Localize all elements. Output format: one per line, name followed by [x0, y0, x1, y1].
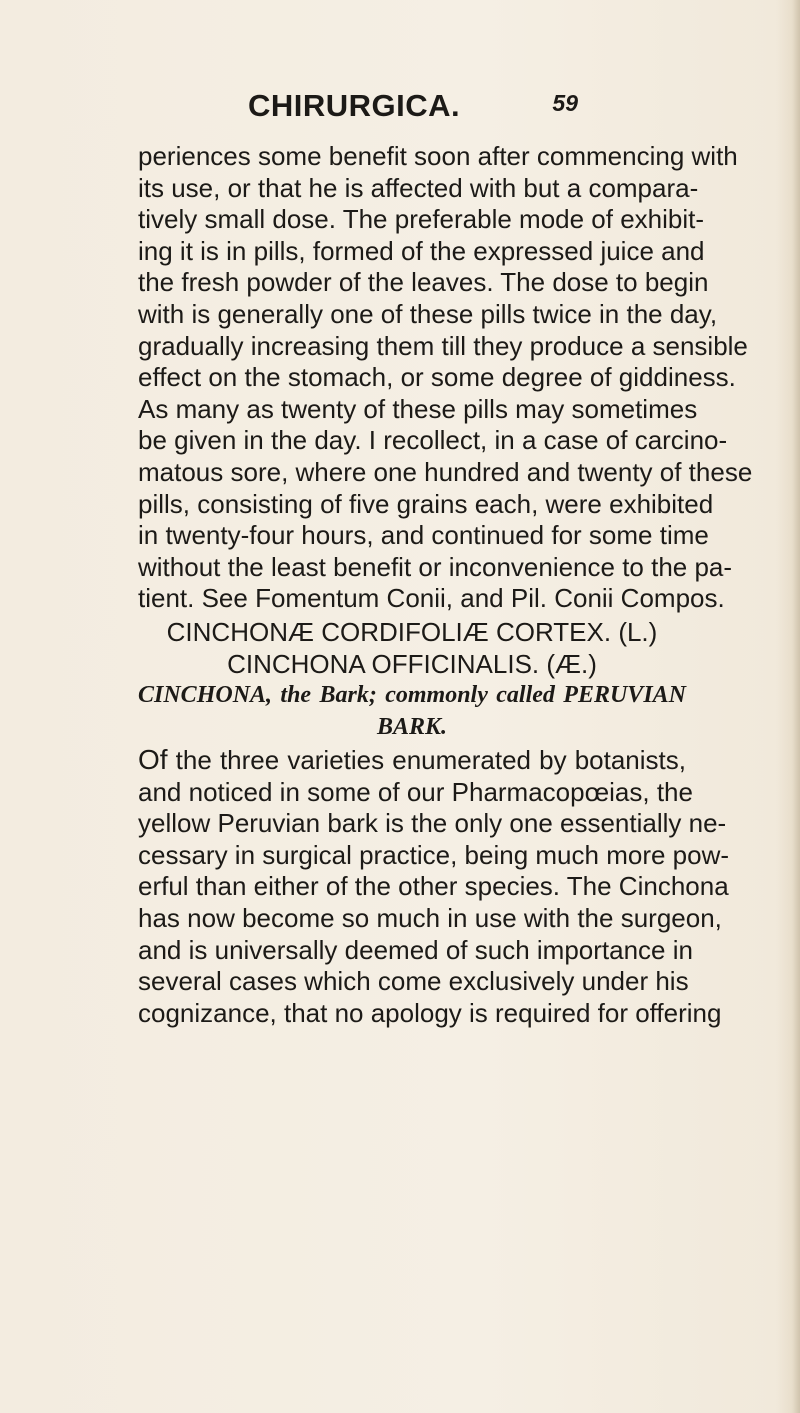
- paragraph-hemlock: [138, 141, 753, 615]
- page-header: [248, 88, 578, 128]
- drop-cap: Of: [138, 744, 168, 775]
- text-line: ing it is in pills, formed of the expressed juice and: [138, 235, 705, 266]
- page-number: 59: [552, 90, 578, 116]
- text-line: without the least benefit or inconvenience to the pa-: [138, 551, 733, 582]
- section-heading: [138, 617, 686, 743]
- text-line: matous sore, where one hundred and twenty of these: [138, 456, 753, 487]
- paragraph-body: [138, 744, 730, 1029]
- text-line: be given in the day. I recollect, in a case of carcino-: [138, 425, 728, 456]
- heading-line-edinburgh: CINCHONA OFFICINALIS. (Æ.): [227, 648, 597, 679]
- text-line: with is generally one of these pills twice in the day,: [138, 298, 718, 329]
- text-line: and noticed in some of our Pharmacopœias, the: [138, 776, 693, 807]
- heading-line-common-name: CINCHONA, the Bark; commonly called PERUVIAN: [138, 682, 686, 709]
- running-title: CHIRURGICA.: [248, 88, 461, 123]
- paragraph-body: [138, 141, 753, 615]
- text-line: effect on the stomach, or some degree of giddiness.: [138, 362, 736, 393]
- text-line: tively small dose. The preferable mode of exhibit-: [138, 204, 705, 235]
- text-line: pills, consisting of five grains each, were exhibited: [138, 488, 714, 519]
- text-line: As many as twenty of these pills may sometimes: [138, 393, 698, 424]
- text-line: the fresh powder of the leaves. The dose to begin: [138, 267, 709, 298]
- heading-line-london: CINCHONÆ CORDIFOLIÆ CORTEX. (L.): [166, 617, 658, 647]
- text-line: its use, or that he is affected with but a compara-: [138, 172, 699, 203]
- text-line: in twenty-four hours, and continued for some time: [138, 520, 709, 551]
- first-line-text: the three varieties enumerated by botanists,: [167, 745, 686, 775]
- text-line: gradually increasing them till they produce a sensible: [138, 330, 748, 361]
- text-line: yellow Peruvian bark is the only one essentially ne-: [138, 808, 727, 839]
- text-line: cessary in surgical practice, being much more pow-: [138, 839, 730, 870]
- text-line: has now become so much in use with the surgeon,: [138, 902, 722, 933]
- page-edge-shadow: [792, 0, 800, 1413]
- text-line: periences some benefit soon after commencing with: [138, 141, 738, 171]
- text-line: erful than either of the other species. The Cinchona: [138, 871, 729, 902]
- text-line: and is universally deemed of such importance in: [138, 934, 693, 965]
- text-line-first: [138, 744, 686, 777]
- paragraph-cinchona: [138, 744, 730, 1029]
- text-line: several cases which come exclusively under his: [138, 966, 689, 997]
- text-line: tient. See Fomentum Conii, and Pil. Conii Compos.: [138, 583, 725, 614]
- heading-line-bark: BARK.: [376, 713, 448, 740]
- text-line: cognizance, that no apology is required for offering: [138, 997, 722, 1028]
